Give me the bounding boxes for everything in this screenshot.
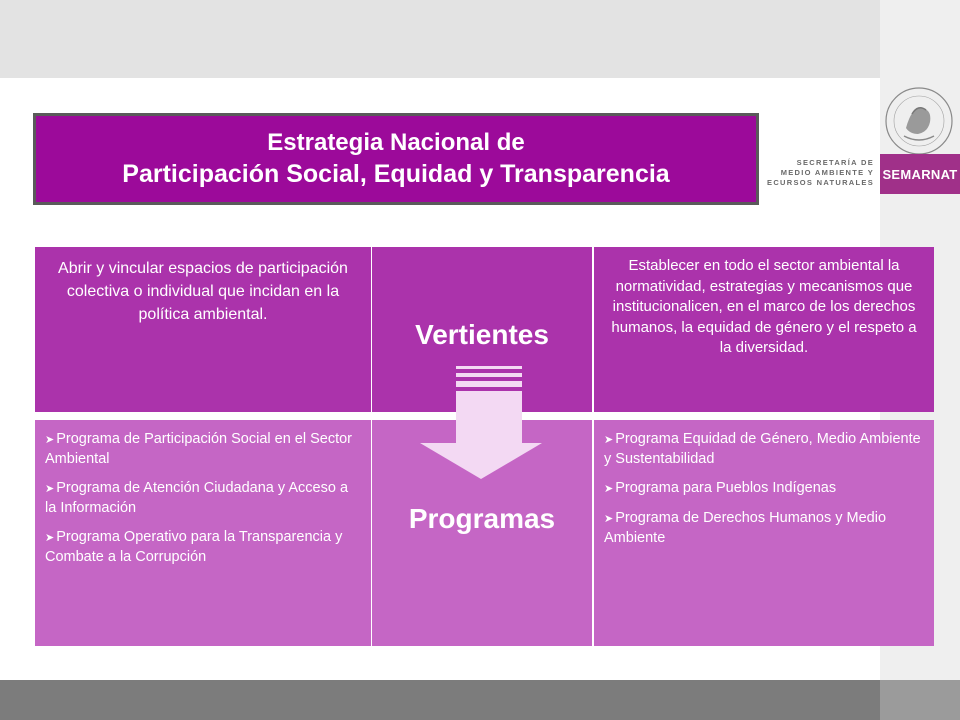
title-line-1: Estrategia Nacional de (267, 129, 525, 156)
program-item (45, 479, 361, 518)
vertiente-left-cell: Abrir y vincular espacios de participación colectiva o individual que incidan en la política ambiental. (35, 247, 371, 412)
program-item (604, 479, 924, 499)
program-text: Programa de Derechos Humanos y Medio Ambiente (604, 510, 887, 546)
arrow-bullet-icon: ➤ (45, 483, 55, 495)
program-item (604, 430, 924, 469)
program-text: Programa Equidad de Género, Medio Ambiente y Sustentabilidad (604, 431, 921, 467)
program-text: Programa de Participación Social en el Sector Ambiental (45, 431, 353, 467)
arrow-bullet-icon: ➤ (604, 483, 614, 495)
strategy-title-box (33, 113, 759, 205)
secretaria-line-3: ECURSOS NATURALES (767, 178, 874, 187)
program-text: Programa Operativo para la Transparencia y Combate a la Corrupción (45, 529, 343, 565)
program-item (45, 528, 361, 567)
title-line-2: Participación Social, Equidad y Transparencia (122, 160, 670, 188)
vertiente-right-cell: Establecer en todo el sector ambiental la normatividad, estrategias y mecanismos que institucionalicen, en el marco de los derechos humanos, la equidad de género y el respeto a la diversidad. (594, 247, 934, 412)
program-item (604, 509, 924, 548)
programas-right-cell (594, 420, 934, 646)
national-seal-icon (882, 84, 956, 158)
arrow-bullet-icon: ➤ (45, 532, 55, 544)
bottom-footer-band (0, 680, 880, 720)
semarnat-logo: SEMARNAT (880, 154, 960, 194)
semarnat-logo-area (762, 80, 960, 210)
secretaria-text (762, 158, 874, 188)
program-text: Programa para Pueblos Indígenas (615, 480, 837, 496)
programas-left-cell (35, 420, 371, 646)
vertientes-label: Vertientes (415, 319, 549, 350)
program-text: Programa de Atención Ciudadana y Acceso a la Información (45, 480, 349, 516)
arrow-bullet-icon: ➤ (45, 434, 55, 446)
programas-label: Programas (408, 503, 556, 534)
arrow-bullet-icon: ➤ (604, 513, 614, 525)
bottom-footer-corner (880, 680, 960, 720)
arrow-bullet-icon: ➤ (604, 434, 614, 446)
top-header-band (0, 0, 880, 78)
program-item (45, 430, 361, 469)
down-arrow-icon (418, 366, 544, 482)
secretaria-line-2: MEDIO AMBIENTE Y (780, 168, 874, 177)
secretaria-line-1: SECRETARÍA DE (796, 158, 874, 167)
